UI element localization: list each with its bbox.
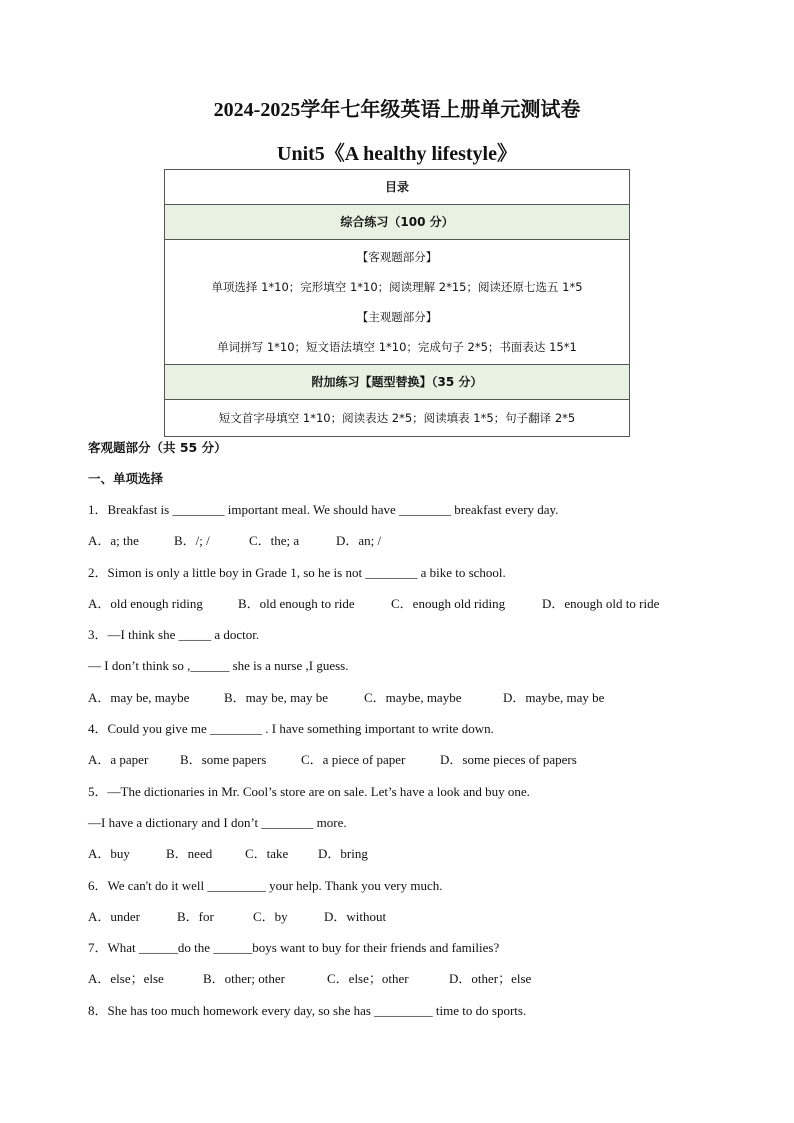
- option: B．old enough to ride: [238, 595, 355, 611]
- option: D．an; /: [336, 533, 382, 549]
- option: B．other; other: [203, 971, 285, 987]
- question-stem-line2: — I don’t think so ,______ she is a nurse ,I guess.: [88, 658, 349, 674]
- option: A．a paper: [88, 752, 149, 768]
- option: A．buy: [88, 846, 130, 862]
- page-subtitle: Unit5《A healthy lifestyle》: [277, 143, 517, 165]
- contents-table: [164, 169, 630, 437]
- option: C．a piece of paper: [301, 752, 406, 768]
- question-options: [88, 968, 728, 999]
- extra-practice-row: 附加练习【题型替换】（35 分）: [165, 364, 629, 399]
- question-options: [88, 906, 728, 937]
- subjective-items: 单词拼写 1*10；短文语法填空 1*10；完成句子 2*5；书面表达 15*1: [217, 340, 577, 354]
- option: A．old enough riding: [88, 595, 203, 611]
- question-options: [88, 530, 728, 561]
- option: D．maybe, may be: [503, 689, 605, 705]
- option: A．under: [88, 908, 140, 924]
- option: C．maybe, maybe: [364, 689, 462, 705]
- question-stem: 4．Could you give me ________ . I have something important to write down.: [88, 721, 494, 737]
- part-heading: 客观题部分（共 55 分）: [88, 440, 227, 455]
- option: B．for: [177, 908, 214, 924]
- question-stem: 7．What ______do the ______boys want to buy for their friends and families?: [88, 940, 500, 956]
- comprehensive-practice-details: [165, 239, 629, 364]
- question-stem: 1．Breakfast is ________ important meal. We should have ________ breakfast every day.: [88, 502, 559, 517]
- page-title: 2024-2025学年七年级英语上册单元测试卷: [213, 99, 581, 121]
- option: C．by: [253, 908, 288, 924]
- option: D．other；else: [449, 971, 532, 987]
- option: C．else；other: [327, 971, 409, 987]
- option: D．enough old to ride: [542, 595, 660, 611]
- option: D．bring: [318, 846, 368, 862]
- option: B．some papers: [180, 752, 267, 768]
- question-stem-line2: —I have a dictionary and I don’t ________ more.: [88, 814, 347, 830]
- subjective-label: 【主观题部分】: [356, 310, 438, 324]
- option: A．else；else: [88, 971, 164, 987]
- question-stem: 8．She has too much homework every day, so she has _________ time to do sports.: [88, 1002, 527, 1018]
- option: B．may be, may be: [224, 689, 328, 705]
- comprehensive-practice-row: 综合练习（100 分）: [165, 204, 629, 239]
- objective-label: 【客观题部分】: [356, 250, 438, 264]
- option: C．take: [245, 846, 289, 862]
- extra-practice-details: 短文首字母填空 1*10；阅读表达 2*5；阅读填表 1*5；句子翻译 2*5: [165, 399, 629, 436]
- option: D．without: [324, 908, 387, 924]
- option: B．/; /: [174, 533, 210, 549]
- question-stem: 6．We can't do it well _________ your help. Thank you very much.: [88, 877, 443, 893]
- question-stem: 3．—I think she _____ a doctor.: [88, 627, 260, 643]
- question-options: [88, 593, 728, 624]
- section-heading: 一、单项选择: [88, 471, 164, 486]
- option: C．enough old riding: [391, 595, 506, 611]
- question-options: [88, 843, 728, 874]
- option: B．need: [166, 846, 213, 862]
- question-options: [88, 687, 728, 718]
- option: D．some pieces of papers: [440, 752, 577, 768]
- option: C．the; a: [249, 533, 300, 549]
- contents-header: 目录: [384, 180, 409, 194]
- option: A．a; the: [88, 533, 139, 549]
- objective-items: 单项选择 1*10；完形填空 1*10；阅读理解 2*15；阅读还原七选五 1*5: [211, 280, 583, 294]
- question-stem: 5．—The dictionaries in Mr. Cool’s store are on sale. Let’s have a look and buy one.: [88, 783, 530, 799]
- option: A．may be, maybe: [88, 689, 190, 705]
- question-options: [88, 749, 728, 780]
- question-area: [88, 437, 728, 1031]
- question-stem: 2．Simon is only a little boy in Grade 1, so he is not ________ a bike to school.: [88, 564, 506, 580]
